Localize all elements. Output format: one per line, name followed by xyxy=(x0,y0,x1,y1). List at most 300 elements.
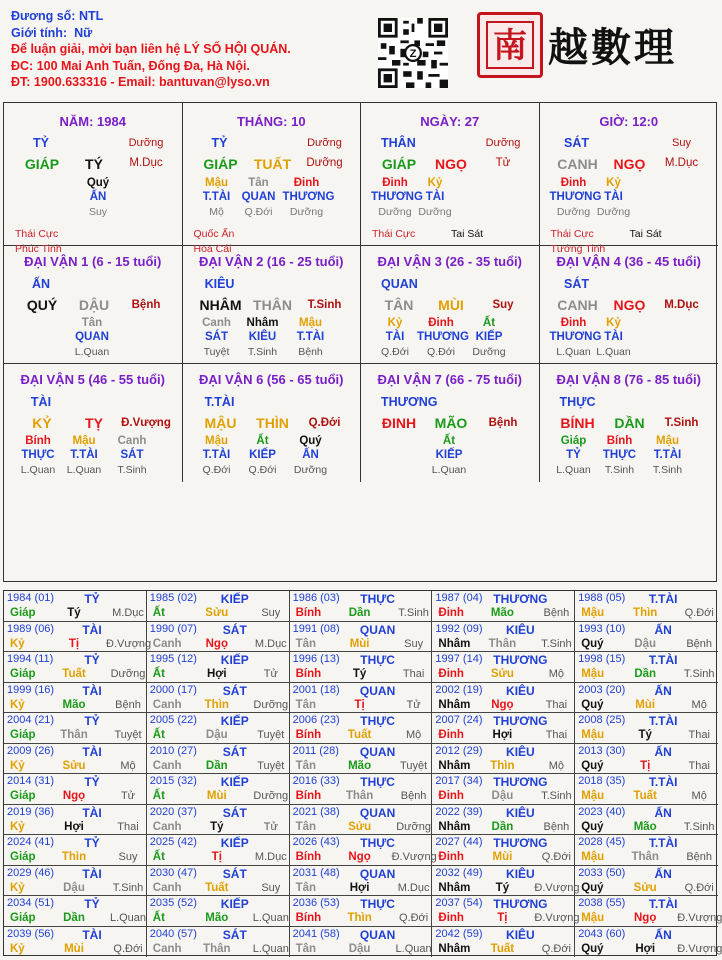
dai-van-branch: TỴ xyxy=(85,415,103,431)
year-ten-god: TỶ xyxy=(84,592,100,606)
year-stem: Kỷ xyxy=(10,637,25,650)
year-label: 2036 (53) xyxy=(292,897,340,909)
year-cell[interactable] xyxy=(432,774,575,805)
year-cell[interactable] xyxy=(4,713,147,744)
star-name: Hoa Cái xyxy=(193,243,232,255)
year-cell[interactable] xyxy=(4,622,152,653)
year-cell[interactable] xyxy=(290,683,433,714)
dai-van-hidden-stage: T.Sinh xyxy=(247,346,278,358)
year-stem: Nhâm xyxy=(438,942,471,955)
year-cell[interactable] xyxy=(575,896,722,927)
dai-van-title: ĐẠI VẬN 5 (46 - 55 tuổi) xyxy=(20,372,165,387)
dai-van-stem: BÍNH xyxy=(560,415,595,431)
phone-email-line[interactable]: ĐT: 1900.633316 - Email: bantuvan@lyso.vn xyxy=(11,75,270,90)
year-cell[interactable] xyxy=(4,866,147,897)
star-name: Quốc Ấn xyxy=(193,228,235,240)
year-cell[interactable] xyxy=(147,866,290,897)
year-cell[interactable] xyxy=(147,591,290,622)
year-cell[interactable] xyxy=(290,835,437,866)
dai-van-cell[interactable] xyxy=(361,364,540,482)
dai-van-hidden-stem: Canh xyxy=(202,317,231,329)
dai-van-stage: T.Sinh xyxy=(307,299,342,311)
year-stage: Bệnh xyxy=(115,698,141,711)
year-label: 2029 (46) xyxy=(7,866,55,879)
year-stem: Đinh xyxy=(438,790,464,802)
year-stage: Tuyệt xyxy=(400,759,428,772)
year-label: 1992 (09) xyxy=(435,622,483,635)
year-stem: Quý xyxy=(581,881,604,894)
year-stage: M.Dục xyxy=(254,637,287,650)
year-ten-god: SÁT xyxy=(222,805,247,820)
dai-van-hidden-god: THƯƠNG xyxy=(549,331,602,343)
year-stage: Q.Đới xyxy=(113,942,143,955)
hidden-stem: Đinh xyxy=(293,177,320,189)
dai-van-title: ĐẠI VẬN 7 (66 - 75 tuổi) xyxy=(377,372,522,387)
year-cell[interactable] xyxy=(432,713,575,744)
year-ten-god: KIẾP xyxy=(220,592,249,606)
year-stage: Tử xyxy=(406,698,421,711)
dai-van-cell[interactable] xyxy=(183,364,362,482)
year-ten-god: TÀI xyxy=(82,805,102,820)
year-stem: Canh xyxy=(152,881,182,894)
year-cell[interactable] xyxy=(575,591,718,622)
year-cell[interactable] xyxy=(290,774,433,805)
year-stem: Đinh xyxy=(438,668,464,680)
year-label: 2010 (27) xyxy=(149,744,197,757)
year-ten-god: TÀI xyxy=(82,622,102,637)
year-stem: Quý xyxy=(581,637,604,650)
year-cell[interactable] xyxy=(432,805,575,836)
dai-van-ten-god: QUAN xyxy=(381,277,418,291)
year-cell[interactable] xyxy=(290,896,433,927)
year-cell[interactable] xyxy=(147,652,290,683)
chart-grid xyxy=(3,102,717,582)
dai-van-hidden-stage: T.Sinh xyxy=(604,464,635,476)
year-ten-god: QUAN xyxy=(359,683,396,698)
dai-van-stage: Bệnh xyxy=(488,417,518,429)
year-cell[interactable] xyxy=(147,927,290,958)
dai-van-cell[interactable] xyxy=(4,364,183,482)
year-cell[interactable] xyxy=(147,744,290,775)
year-stem: Mậu xyxy=(581,729,605,741)
year-stem: Nhâm xyxy=(438,759,471,772)
year-branch: Tị xyxy=(640,759,651,772)
year-stem: Giáp xyxy=(10,790,36,802)
star-name: Thái Cực xyxy=(550,228,594,240)
year-branch: Mùi xyxy=(64,942,84,955)
dai-van-hidden-god: KIẾP xyxy=(475,331,503,343)
dai-van-cell[interactable] xyxy=(361,246,540,364)
dai-van-stage: T.Sinh xyxy=(664,417,699,429)
gender-label: Giới tính: xyxy=(11,25,68,40)
year-stage: Dưỡng xyxy=(396,820,431,833)
pillar-ten-god: TỶ xyxy=(211,136,228,150)
year-stem: Nhâm xyxy=(438,637,471,650)
year-label: 2037 (54) xyxy=(435,897,483,909)
year-cell[interactable] xyxy=(147,713,290,744)
year-ten-god: KIÊU xyxy=(506,683,535,698)
year-label: 2031 (48) xyxy=(292,866,340,879)
year-cell[interactable] xyxy=(575,927,722,958)
year-branch: Hợi xyxy=(635,942,656,955)
year-branch: Hợi xyxy=(349,881,370,894)
year-ten-god: TỶ xyxy=(84,897,100,911)
year-stem: Tân xyxy=(295,820,317,833)
year-label: 2035 (52) xyxy=(149,897,197,909)
owner-name-value: NTL xyxy=(78,9,104,23)
year-stem: Canh xyxy=(152,698,182,711)
hidden-stage: Dưỡng xyxy=(596,206,631,218)
hidden-stage: Mộ xyxy=(209,206,224,218)
year-stem: Tân xyxy=(295,637,317,650)
year-branch: Tý xyxy=(210,820,224,833)
year-branch: Dậu xyxy=(205,729,228,741)
year-cell[interactable] xyxy=(147,622,290,653)
year-stage: M.Dục xyxy=(397,881,430,894)
year-cell[interactable] xyxy=(575,652,718,683)
year-stem: Ất xyxy=(152,851,165,863)
year-cell[interactable] xyxy=(290,591,433,622)
dai-van-branch: THÌN xyxy=(256,415,289,431)
year-branch: Dậu xyxy=(63,881,85,894)
year-cell[interactable] xyxy=(4,927,147,958)
year-label: 2000 (17) xyxy=(149,683,197,696)
year-ten-god: KIÊU xyxy=(506,927,535,942)
year-cell[interactable] xyxy=(432,744,575,775)
year-cell[interactable] xyxy=(575,805,718,836)
hidden-stage: Dưỡng xyxy=(378,206,412,218)
year-stage: Q.Đới xyxy=(684,881,714,894)
year-cell[interactable] xyxy=(290,744,433,775)
year-branch: Tý xyxy=(495,881,510,894)
year-stem: Mậu xyxy=(581,912,605,924)
year-stage: Thai xyxy=(117,820,139,833)
year-cell[interactable] xyxy=(432,866,580,897)
pillar-branch-stage: M.Dục xyxy=(664,157,699,169)
year-label: 2006 (23) xyxy=(292,714,340,726)
year-stage: Bệnh xyxy=(400,790,427,802)
dai-van-stage: Suy xyxy=(492,299,514,311)
pillar-branch: NGỌ xyxy=(435,156,467,172)
year-stem: Canh xyxy=(152,942,182,955)
pillar-branch-stage: M.Dục xyxy=(129,157,163,169)
year-stage: Thai xyxy=(402,668,425,680)
owner-info xyxy=(11,8,291,91)
dai-van-hidden-stage: T.Sinh xyxy=(652,464,683,476)
year-ten-god: KIẾP xyxy=(220,836,249,850)
pillar-cell[interactable] xyxy=(361,103,540,246)
pillar-title: NĂM: 1984 xyxy=(59,114,126,129)
year-stage: Suy xyxy=(118,851,138,863)
dai-van-ten-god: THỰC xyxy=(559,395,596,409)
dai-van-hidden-stem: Giáp xyxy=(560,435,587,447)
year-label: 2008 (25) xyxy=(578,714,626,726)
year-cell[interactable] xyxy=(575,713,718,744)
year-cell[interactable] xyxy=(4,652,147,683)
dai-van-hidden-stage: L.Quan xyxy=(74,346,110,358)
year-branch: Hợi xyxy=(64,820,84,833)
year-label: 2018 (35) xyxy=(578,775,626,787)
year-stem: Đinh xyxy=(438,607,464,619)
year-ten-god: THƯƠNG xyxy=(493,714,548,728)
year-label: 2039 (56) xyxy=(7,927,55,940)
year-label: 2032 (49) xyxy=(435,866,483,879)
pillar-stem: GIÁP xyxy=(381,156,417,172)
year-label: 2011 (28) xyxy=(292,744,339,757)
year-ten-god: SÁT xyxy=(222,744,247,759)
year-cell[interactable] xyxy=(147,805,290,836)
year-stem: Bính xyxy=(295,851,322,863)
dai-van-stem: QUÝ xyxy=(26,297,58,313)
year-stem: Bính xyxy=(295,729,322,741)
year-label: 1999 (16) xyxy=(7,683,55,696)
year-branch: Ngọ xyxy=(634,912,657,924)
star-name: Tướng Tinh xyxy=(550,243,606,255)
year-cell[interactable] xyxy=(4,683,147,714)
dai-van-hidden-stage: Q.Đới xyxy=(381,346,409,358)
year-stage: L.Quan xyxy=(252,912,289,924)
year-cell[interactable] xyxy=(147,896,290,927)
dai-van-hidden-god: TÀI xyxy=(385,331,405,343)
year-cell[interactable] xyxy=(290,622,433,653)
dai-van-title: ĐẠI VẬN 4 (36 - 45 tuổi) xyxy=(556,254,701,269)
dai-van-hidden-god: KIẾP xyxy=(249,449,276,461)
dai-van-stage: M.Dục xyxy=(664,299,699,311)
year-stem: Ất xyxy=(152,668,165,680)
dai-van-branch: THÂN xyxy=(253,297,292,313)
year-cell[interactable] xyxy=(432,896,580,927)
year-ten-god: TÀI xyxy=(82,866,102,881)
year-cell[interactable] xyxy=(147,835,290,866)
dai-van-hidden-god: THỰC xyxy=(602,449,637,461)
year-ten-god: THỰC xyxy=(360,836,395,850)
year-cell[interactable] xyxy=(147,774,290,805)
dai-van-stage: Đ.Vượng xyxy=(121,417,171,429)
dai-van-branch: DẬU xyxy=(78,297,110,313)
dai-van-cell[interactable] xyxy=(540,364,719,482)
pillar-branch-stage: Tử xyxy=(495,157,511,169)
year-cell[interactable] xyxy=(290,652,433,683)
year-stage: Mộ xyxy=(691,790,707,802)
year-cell[interactable] xyxy=(432,683,575,714)
dai-van-hidden-god: ẤN xyxy=(302,449,319,461)
hidden-stage: Dưỡng xyxy=(556,206,591,218)
year-stem: Đinh xyxy=(438,729,464,741)
year-stage: Dưỡng xyxy=(110,668,146,680)
year-cell[interactable] xyxy=(290,713,433,744)
year-stage: Thai xyxy=(688,759,710,772)
year-stage: Tử xyxy=(263,668,278,680)
year-branch: Dần xyxy=(634,668,657,680)
year-branch: Sửu xyxy=(205,607,229,619)
year-label: 1991 (08) xyxy=(292,622,340,635)
year-ten-god: THƯƠNG xyxy=(493,897,548,911)
hidden-stage: Dưỡng xyxy=(418,206,452,218)
year-ten-god: QUAN xyxy=(359,927,396,942)
owner-name-label: Đương số: xyxy=(11,9,76,23)
year-branch: Tuất xyxy=(347,729,372,741)
dai-van-hidden-stage: L.Quan xyxy=(596,346,631,358)
year-cell[interactable] xyxy=(290,927,433,958)
year-cell[interactable] xyxy=(4,805,147,836)
year-ten-god: THỰC xyxy=(360,775,395,789)
year-cell[interactable] xyxy=(575,622,718,653)
dai-van-stem: MẬU xyxy=(204,415,237,431)
year-label: 2023 (40) xyxy=(578,805,626,818)
year-stem: Đinh xyxy=(438,912,464,924)
year-cell[interactable] xyxy=(432,591,575,622)
year-ten-god: SÁT xyxy=(222,683,247,698)
year-label: 1984 (01) xyxy=(7,592,55,604)
year-cell[interactable] xyxy=(432,835,575,866)
year-cell[interactable] xyxy=(147,683,290,714)
star-name: Thái Cực xyxy=(372,228,416,240)
year-label: 2005 (22) xyxy=(149,714,197,726)
year-branch: Thìn xyxy=(490,759,515,772)
pillar-stage: Dưỡng xyxy=(307,137,342,149)
dai-van-stem: ĐINH xyxy=(381,415,417,431)
dai-van-stem: CANH xyxy=(557,297,598,313)
dai-van-hidden-stem: Mậu xyxy=(656,435,679,447)
year-stem: Mậu xyxy=(581,790,605,802)
year-stem: Canh xyxy=(152,759,182,772)
year-cell[interactable] xyxy=(432,622,575,653)
year-cell[interactable] xyxy=(4,591,147,622)
year-ten-god: ẤN xyxy=(654,744,672,759)
qr-code-icon[interactable] xyxy=(378,18,448,88)
year-branch: Mão xyxy=(62,698,86,711)
year-stage: M.Dục xyxy=(112,607,144,619)
year-stem: Ất xyxy=(152,607,165,619)
year-cell[interactable] xyxy=(290,866,433,897)
year-cell[interactable] xyxy=(575,866,718,897)
year-stem: Giáp xyxy=(10,912,36,924)
dai-van-hidden-stem: Nhâm xyxy=(246,317,279,329)
year-stem: Kỷ xyxy=(10,820,25,833)
year-stem: Giáp xyxy=(10,851,36,863)
star-name: Tai Sát xyxy=(451,228,484,240)
pillar-cell[interactable] xyxy=(183,103,362,255)
year-stem: Tân xyxy=(295,759,317,772)
year-ten-god: KIẾP xyxy=(220,897,249,911)
year-branch: Thân xyxy=(345,790,374,802)
dai-van-title: ĐẠI VẬN 2 (16 - 25 tuổi) xyxy=(199,254,344,269)
dai-van-stem: KỶ xyxy=(32,415,52,431)
year-stem: Ất xyxy=(152,729,165,741)
dai-van-cell[interactable] xyxy=(4,243,183,364)
dai-van-hidden-stem: Bính xyxy=(606,435,633,447)
year-branch: Thìn xyxy=(204,698,229,711)
pillar-stage: Dưỡng xyxy=(128,137,164,149)
pillar-cell[interactable] xyxy=(540,103,719,255)
gender-value: Nữ xyxy=(74,25,93,40)
year-label: 2026 (43) xyxy=(292,836,340,848)
pillar-branch: NGỌ xyxy=(613,156,646,172)
year-branch: Tuất xyxy=(633,790,657,802)
year-stage: T.Sinh xyxy=(683,820,715,833)
year-ten-god: TÀI xyxy=(82,744,102,759)
pillar-ten-god: SÁT xyxy=(564,136,589,150)
year-label: 2033 (50) xyxy=(578,866,626,879)
year-label: 1997 (14) xyxy=(435,653,483,665)
hidden-ten-god: THƯƠNG xyxy=(549,191,602,203)
pillar-cell[interactable] xyxy=(4,103,183,255)
star-name: Phúc Tinh xyxy=(15,243,62,255)
year-cell[interactable] xyxy=(4,835,147,866)
year-cell[interactable] xyxy=(4,774,147,805)
year-cell[interactable] xyxy=(432,927,575,958)
year-stage: T.Sinh xyxy=(398,607,429,619)
year-ten-god: TỶ xyxy=(84,653,100,667)
seal-stamp-icon xyxy=(477,12,543,78)
year-branch: Thân xyxy=(203,942,231,955)
dai-van-cell[interactable] xyxy=(540,243,719,364)
dai-van-hidden-stem: Kỷ xyxy=(606,317,621,329)
year-cell[interactable] xyxy=(575,744,718,775)
dai-van-hidden-stem: Kỷ xyxy=(387,317,403,329)
year-stem: Bính xyxy=(295,607,322,619)
year-stem: Đinh xyxy=(438,851,464,863)
year-stage: Bệnh xyxy=(543,820,570,833)
dai-van-hidden-god: KIẾP xyxy=(435,449,463,461)
dai-van-hidden-stage: L.Quan xyxy=(20,464,56,476)
year-cell[interactable] xyxy=(432,652,575,683)
hidden-stage: Q.Đới xyxy=(244,206,273,218)
year-label: 2001 (18) xyxy=(292,683,340,696)
year-cell[interactable] xyxy=(290,805,433,836)
dai-van-hidden-stage: Dưỡng xyxy=(293,464,328,476)
year-ten-god: THỰC xyxy=(360,714,395,728)
pillar-branch-stage: Dưỡng xyxy=(306,157,343,169)
year-ten-god: KIÊU xyxy=(506,622,535,637)
year-branch: Ngọ xyxy=(62,790,86,802)
year-cell[interactable] xyxy=(575,683,718,714)
year-ten-god: T.TÀI xyxy=(648,592,678,606)
year-cell[interactable] xyxy=(4,744,147,775)
year-label: 2016 (33) xyxy=(292,775,340,787)
dai-van-hidden-god: TỶ xyxy=(566,449,581,461)
pillar-stage: Dưỡng xyxy=(485,137,521,149)
year-label: 2020 (37) xyxy=(149,805,197,818)
year-stage: Dưỡng xyxy=(253,698,289,711)
year-branch: Mão xyxy=(633,820,657,833)
year-ten-god: TÀI xyxy=(82,927,102,942)
dai-van-hidden-god: TÀI xyxy=(604,331,623,343)
year-stage: Q.Đới xyxy=(541,942,571,955)
year-stage: Dưỡng xyxy=(253,790,289,802)
pillar-stem: GIÁP xyxy=(203,156,238,172)
year-ten-god: ẤN xyxy=(654,805,672,820)
year-label: 2043 (60) xyxy=(578,927,626,940)
year-stem: Quý xyxy=(581,820,604,833)
year-ten-god: SÁT xyxy=(222,866,247,881)
address-line: ĐC: 100 Mai Anh Tuấn, Đống Đa, Hà Nội. xyxy=(11,58,250,73)
dai-van-title: ĐẠI VẬN 1 (6 - 15 tuổi) xyxy=(24,254,162,269)
pillar-title: THÁNG: 10 xyxy=(236,114,306,129)
year-stem: Canh xyxy=(152,637,182,650)
year-cell[interactable] xyxy=(575,774,718,805)
year-branch: Tuất xyxy=(490,942,515,955)
year-cell[interactable] xyxy=(575,835,718,866)
year-stem: Giáp xyxy=(10,668,36,680)
dai-van-branch: MÙI xyxy=(438,297,464,313)
year-cell[interactable] xyxy=(4,896,147,927)
year-branch: Sửu xyxy=(490,668,514,680)
year-stem: Bính xyxy=(295,668,322,680)
hidden-stem: Quý xyxy=(86,177,110,189)
year-stage: Q.Đới xyxy=(684,607,714,619)
dai-van-cell[interactable] xyxy=(183,243,362,364)
